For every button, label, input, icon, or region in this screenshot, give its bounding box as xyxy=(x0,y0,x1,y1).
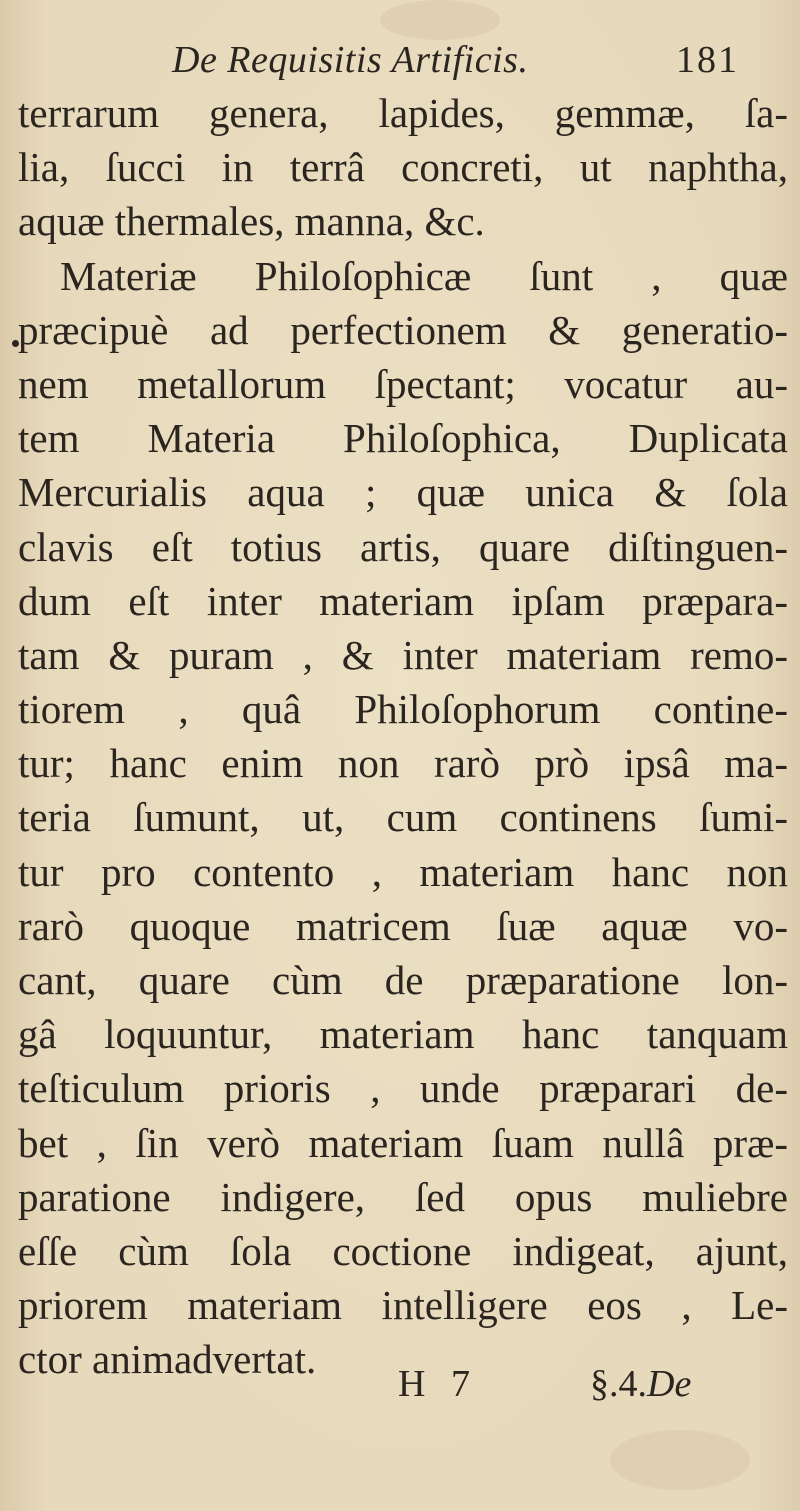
text-line: tem Materia Philoſophica, Duplicata xyxy=(18,415,788,462)
paper-stain xyxy=(610,1430,750,1490)
text-line: præcipuè ad perfectionem & generatio- xyxy=(18,306,788,353)
text-line: cant, quare cùm de præparatione lon- xyxy=(18,957,788,1003)
text-line: teria ſumunt, ut, cum continens ſumi- xyxy=(18,794,788,841)
catchword-word: De xyxy=(647,1363,692,1405)
text-line: nem metallorum ſpectant; vocatur au- xyxy=(18,360,788,407)
text-line: tiorem , quâ Philoſophorum continе- xyxy=(18,686,788,733)
text-line: bet , ſin verò materiam ſuam nullâ præ- xyxy=(18,1119,788,1166)
catchword xyxy=(590,1362,691,1406)
text-line: tur; hanc enim non rarò prò ipsâ ma- xyxy=(18,740,788,787)
signature-mark: H 7 xyxy=(398,1363,478,1405)
text-line: eſſe cùm ſola coctione indigeat, ajunt, xyxy=(18,1227,788,1274)
catchword-section: §.4. xyxy=(590,1363,647,1405)
text-line: priorem materiam intelligere eos , Le- xyxy=(18,1282,788,1329)
paper-stain xyxy=(380,0,500,40)
page-header xyxy=(0,38,800,88)
text-line: clavis eſt totius artis, quare diſtinguen- xyxy=(18,523,788,570)
text-line: Mercurialis aqua ; quæ unica & ſola xyxy=(18,469,788,516)
text-line: tur pro contento , materiam hanc non xyxy=(18,848,788,895)
page-body xyxy=(18,86,788,1387)
text-line: gâ loquuntur, materiam hanc tanquam xyxy=(18,1011,788,1058)
text-line: aquæ thermales, manna, &c. xyxy=(18,198,485,245)
text-line: rarò quoque matricem ſuæ aquæ vo- xyxy=(18,902,788,949)
running-head: De Requisitis Artificis. xyxy=(172,39,529,81)
page-number: 181 xyxy=(676,39,739,81)
text-line: ctor animadvertat. xyxy=(18,1336,317,1383)
text-line: teſticulum prioris , unde præparari de- xyxy=(18,1065,788,1112)
text-line: lia, ſucci in terrâ concreti, ut naphtha, xyxy=(18,144,788,191)
text-line: terrarum genera, lapides, gemmæ, ſa- xyxy=(18,90,788,136)
page-footer xyxy=(0,1362,800,1412)
text-line: dum eſt inter materiam ipſam præpara- xyxy=(18,577,788,624)
text-line: tam & puram , & inter materiam remo- xyxy=(18,631,788,678)
text-line: paratione indigere, ſed opus muliebre xyxy=(18,1173,788,1220)
text-line: Materiæ Philoſophicæ ſunt , quæ xyxy=(60,252,788,299)
